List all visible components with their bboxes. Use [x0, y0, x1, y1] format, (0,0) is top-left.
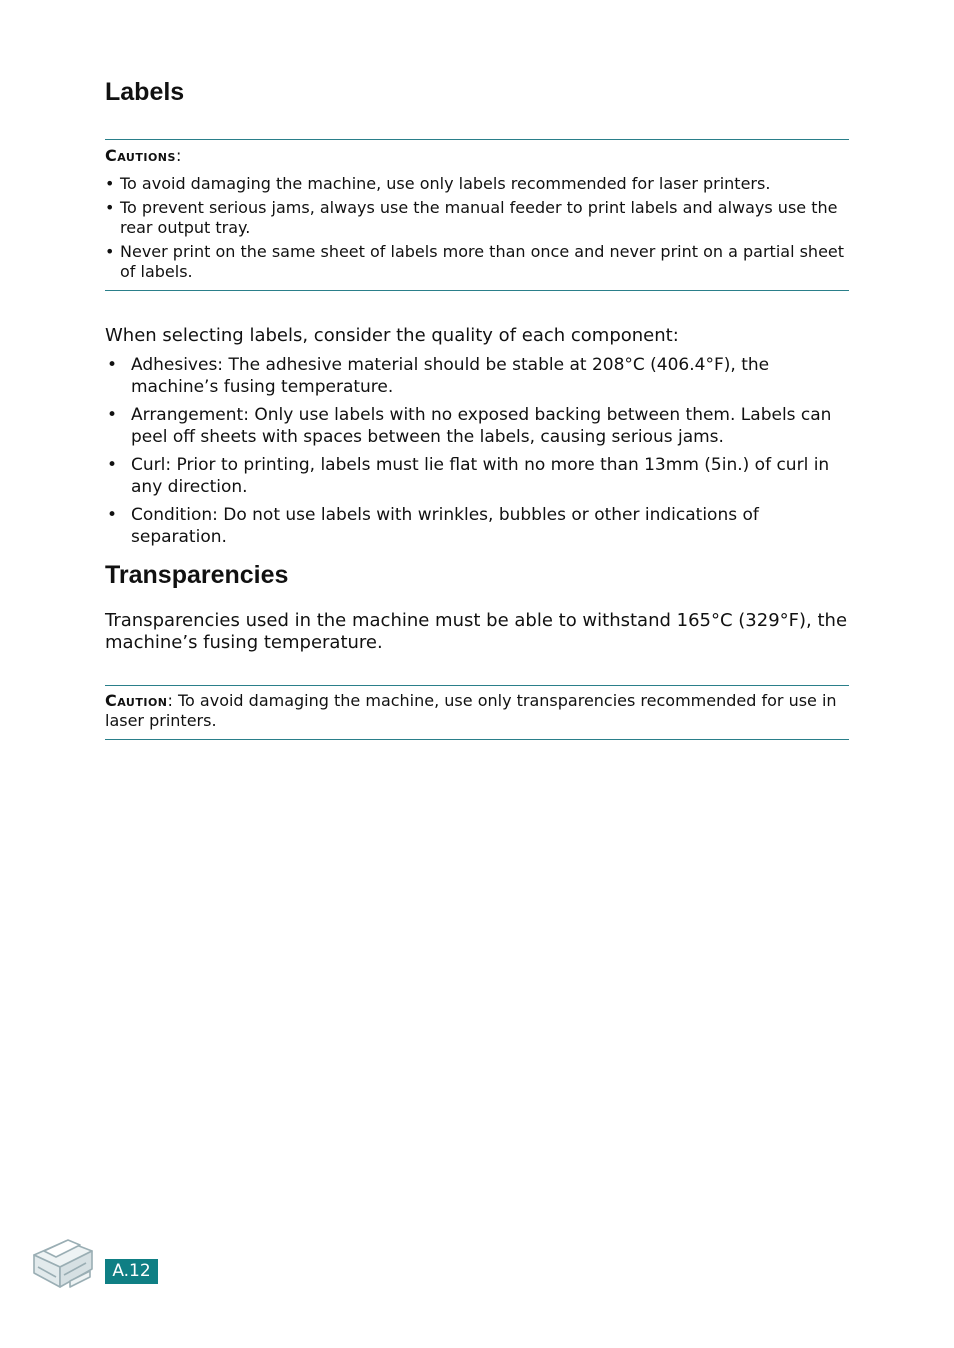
component-item: • Arrangement: Only use labels with no exposed backing between them. Labels can peel off sheets with spaces between the labels, causing serious jams. — [105, 404, 849, 448]
component-item: • Adhesives: The adhesive material should be stable at 208°C (406.4°F), the machine’s fusing temperature. — [105, 354, 849, 398]
caution-heading: Cautions — [105, 146, 176, 165]
transparency-caution-text — [105, 686, 849, 731]
component-item: • Condition: Do not use labels with wrinkles, bubbles or other indications of separation. — [105, 504, 849, 548]
labels-heading: Labels — [105, 78, 185, 106]
caution-heading: Caution — [105, 691, 168, 710]
labels-caution-box — [105, 139, 849, 291]
caution-body: : To avoid damaging the machine, use only transparencies recommended for use in laser printers. — [105, 691, 837, 730]
transparencies-body: Transparencies used in the machine must be able to withstand 165°C (329°F), the machine’s fusing temperature. — [105, 610, 848, 653]
caution-heading-line — [105, 140, 849, 166]
transparencies-caution-box — [105, 685, 849, 740]
page-number: A.12 — [105, 1259, 158, 1284]
caution-item: • To prevent serious jams, always use the manual feeder to print labels and always use the rear output tray. — [105, 198, 849, 238]
components-list — [105, 354, 849, 554]
caution-colon: : — [175, 146, 182, 165]
component-item: • Curl: Prior to printing, labels must lie flat with no more than 13mm (5in.) of curl in any direction. — [105, 454, 849, 498]
labels-intro: When selecting labels, consider the quality of each component: — [105, 325, 679, 346]
caution-list — [105, 174, 849, 282]
transparencies-heading: Transparencies — [105, 561, 289, 589]
caution-item: • To avoid damaging the machine, use only labels recommended for laser printers. — [105, 174, 849, 194]
printer-icon — [30, 1233, 96, 1293]
caution-item: • Never print on the same sheet of labels more than once and never print on a partial sheet of labels. — [105, 242, 849, 282]
